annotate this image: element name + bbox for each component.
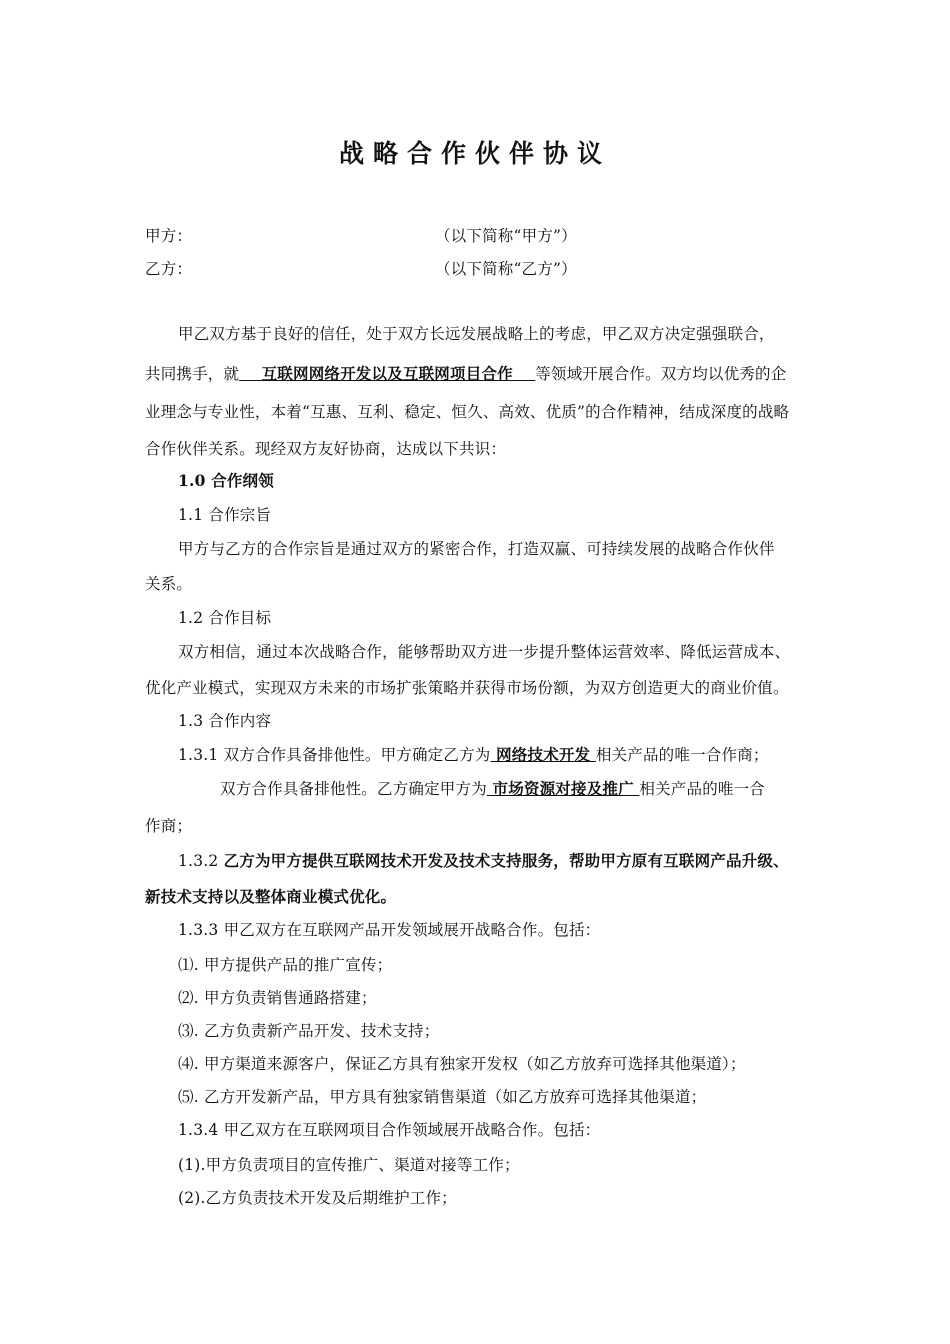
- section-1-1-heading: 1.1 合作宗旨: [178, 506, 272, 524]
- section-1-2-text-1: 双方相信，通过本次战略合作，能够帮助双方进一步提升整体运营效率、降低运营成本、: [178, 643, 791, 661]
- list-item: ⑷. 甲方渠道来源客户，保证乙方具有独家开发权（如乙方放弃可选择其他渠道）；: [178, 1055, 746, 1073]
- section-1-3-2-line-1: [178, 851, 818, 871]
- section-1-3-2-text: 乙方为甲方提供互联网技术开发及技术支持服务，帮助甲方原有互联网产品升级、: [223, 851, 789, 870]
- list-item: ⑶. 乙方负责新产品开发、技术支持；: [178, 1022, 440, 1040]
- intro-line-2: [145, 364, 820, 384]
- intro-line-2-prefix: 共同携手，就: [145, 365, 240, 383]
- section-1-2-heading: 1.2 合作目标: [178, 609, 272, 627]
- section-1-1-text-2: 关系。: [145, 575, 193, 593]
- section-1-3-2-line-2: 新技术支持以及整体商业模式优化。: [145, 887, 397, 906]
- party-b-label: 乙方：: [145, 260, 193, 278]
- section-1-3-heading: 1.3 合作内容: [178, 712, 272, 730]
- section-1-2-text-2: 优化产业模式，实现双方未来的市场扩张策略并获得市场份额，为双方创造更大的商业价值。: [145, 679, 789, 697]
- section-1-3-3-heading: 1.3.3 甲乙双方在互联网产品开发领域展开战略合作。包括：: [178, 921, 601, 939]
- section-1-3-1-line-1: [178, 745, 818, 765]
- party-b-line: [145, 259, 820, 279]
- section-1-heading: 1.0 合作纲领: [178, 471, 274, 490]
- list-item: (1).甲方负责项目的宣传推广、渠道对接等工作；: [178, 1156, 520, 1174]
- section-1-3-1b-prefix: 双方合作具备排他性。乙方确定甲方为: [220, 780, 487, 798]
- intro-line-2-suffix: 等领域开展合作。双方均以优秀的企: [535, 365, 787, 383]
- party-b-alias: （以下简称“乙方”）: [435, 260, 577, 278]
- section-1-3-1-suffix: 相关产品的唯一合作商；: [595, 746, 769, 764]
- document-title: 战略合作伙伴协议: [338, 139, 611, 168]
- list-item: ⑴. 甲方提供产品的推广宣传；: [178, 956, 393, 974]
- section-1-3-2-number: 1.3.2: [178, 852, 224, 870]
- party-a-label: 甲方：: [145, 227, 193, 245]
- section-1-1-text-1: 甲方与乙方的合作宗旨是通过双方的紧密合作，打造双赢、可持续发展的战略合作伙伴: [178, 540, 775, 558]
- market-field-blank: 市场资源对接及推广: [486, 779, 640, 798]
- section-1-3-1b-suffix: 相关产品的唯一合: [639, 780, 766, 798]
- section-1-3-4-heading: 1.3.4 甲乙双方在互联网项目合作领域展开战略合作。包括：: [178, 1121, 601, 1139]
- list-item: ⑵. 甲方负责销售通路搭建；: [178, 989, 377, 1007]
- cooperation-field-blank: 互联网网络开发以及互联网项目合作: [239, 364, 536, 383]
- section-1-3-1-line-3: 作商；: [145, 817, 193, 835]
- section-1-3-1-line-2: [220, 779, 820, 799]
- section-1-3-1-prefix: 1.3.1 双方合作具备排他性。甲方确定乙方为: [178, 746, 491, 764]
- intro-line-4: 合作伙伴关系。现经双方友好协商，达成以下共识：: [145, 440, 507, 458]
- party-a-line: [145, 226, 820, 246]
- list-item: ⑸. 乙方开发新产品，甲方具有独家销售渠道（如乙方放弃可选择其他渠道；: [178, 1088, 707, 1106]
- party-a-alias: （以下简称“甲方”）: [435, 227, 577, 245]
- intro-line-3: 业理念与专业性，本着“互惠、互利、稳定、恒久、高效、优质”的合作精神，结成深度的战略: [145, 403, 790, 421]
- list-item: (2).乙方负责技术开发及后期维护工作；: [178, 1189, 457, 1207]
- tech-field-blank: 网络技术开发: [490, 745, 596, 764]
- intro-line-1: 甲乙双方基于良好的信任，处于双方长远发展战略上的考虑，甲乙双方决定强强联合，: [178, 325, 775, 343]
